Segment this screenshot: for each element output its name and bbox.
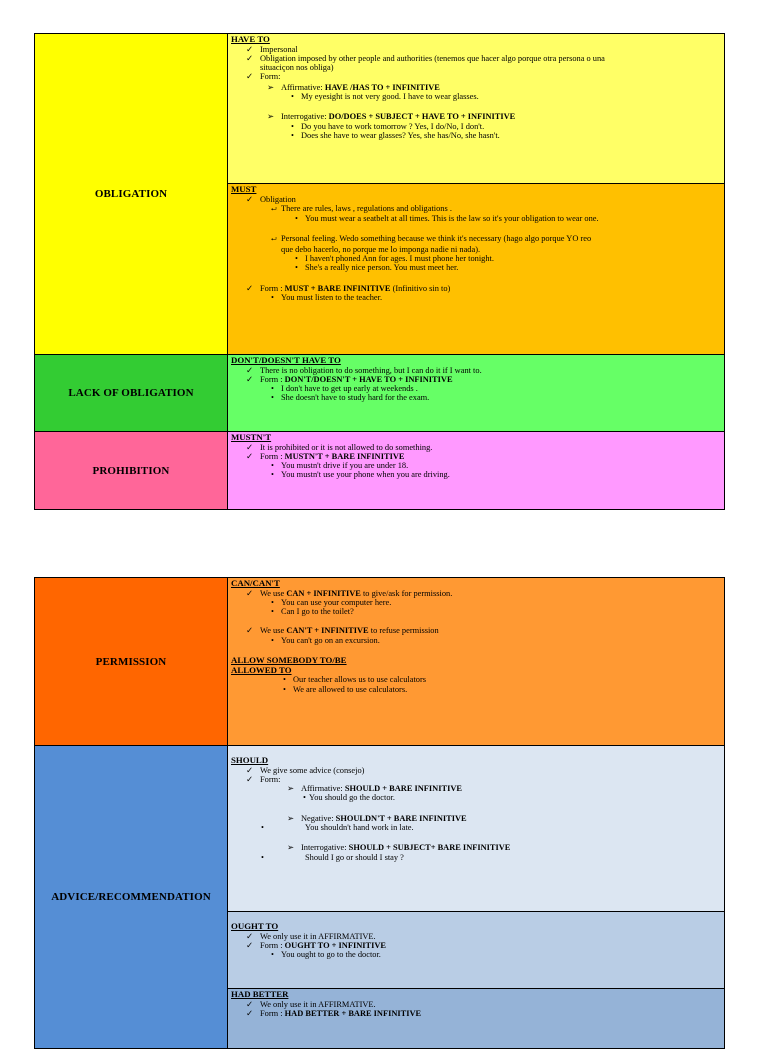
list-item <box>231 853 721 862</box>
item-text: Affirmative: <box>281 82 325 92</box>
list-item <box>231 766 721 775</box>
list-item <box>231 941 721 950</box>
item-text: Form : <box>260 1008 285 1018</box>
prohibition-label-text: PROHIBITION <box>92 464 170 477</box>
form-text: HAVE /HAS TO + INFINITIVE <box>324 82 440 92</box>
form-text: SHOULD + BARE INFINITIVE <box>344 784 462 794</box>
item-text: We only use it in AFFIRMATIVE. <box>260 999 376 1009</box>
had-better-section <box>228 989 725 1049</box>
example-text: You must wear a seatbelt at all times. This is the law so it's your obligation to wear one. <box>305 214 599 224</box>
check-icon <box>246 1009 260 1018</box>
check-icon <box>246 45 260 54</box>
list-item <box>231 775 721 784</box>
list-item <box>231 675 721 684</box>
dot-bullet-icon <box>271 636 281 645</box>
item-text: Negative: <box>301 813 336 823</box>
dot-bullet-icon <box>291 122 301 131</box>
item-text: Personal feeling. Wedo something because we think it's necessary (hago algo porque YO reo <box>281 234 592 244</box>
list-item <box>231 443 721 452</box>
list-item <box>231 1000 721 1009</box>
list-item <box>231 366 721 375</box>
list-item <box>231 626 721 635</box>
item-text: We only use it in AFFIRMATIVE. <box>260 931 376 941</box>
item-text: Interrogative: <box>301 843 349 853</box>
list-item <box>231 636 721 645</box>
example-text: You can use your computer here. <box>281 597 392 607</box>
example-text: I haven't phoned Ann for ages. I must phone her tonight. <box>305 254 494 264</box>
item-text: situaciçon nos obliga) <box>260 63 334 73</box>
obligation-label-text: OBLIGATION <box>94 188 168 200</box>
dot-bullet-icon <box>271 950 281 959</box>
item-text: Form: <box>260 72 281 82</box>
list-item <box>231 452 721 461</box>
dot-bullet-icon <box>271 470 281 479</box>
item-text: Obligation <box>260 194 296 204</box>
list-item <box>231 293 721 302</box>
allow-heading: ALLOW SOMEBODY TO/BE <box>231 655 347 666</box>
check-icon <box>246 1000 260 1009</box>
item-text: Form : <box>260 374 285 384</box>
list-item <box>231 214 721 223</box>
can-heading: CAN/CAN'T <box>231 578 280 588</box>
example-text: Does she have to wear glasses? Yes, she has/No, she hasn't. <box>301 130 500 140</box>
grammar-table-obligation <box>34 33 725 510</box>
dot-bullet-icon <box>295 214 305 223</box>
item-text: to give/ask for permission. <box>360 588 453 598</box>
check-icon <box>246 626 260 635</box>
check-icon <box>246 72 260 81</box>
list-item <box>231 784 721 793</box>
should-section <box>228 746 725 912</box>
item-text: to refuse permission <box>368 626 439 636</box>
lack-of-obligation-section <box>228 355 725 432</box>
form-text: CAN'T + INFINITIVE <box>286 626 369 636</box>
example-text: You can't go on an excursion. <box>281 635 380 645</box>
item-text: Form: <box>260 774 281 784</box>
dot-bullet-icon <box>295 263 305 272</box>
list-item <box>231 72 721 81</box>
item-text: que debo hacerlo, no porque me lo imponga nadie ni nada). <box>281 244 481 254</box>
list-item <box>231 950 721 959</box>
arrow-bullet-icon <box>267 83 281 92</box>
item-text: There is no obligation to do something, but I can do it if I want to. <box>260 365 482 375</box>
example-text: You mustn't drive if you are under 18. <box>281 461 409 471</box>
prohibition-heading: MUSTN'T <box>231 432 272 442</box>
check-icon <box>246 284 260 293</box>
form-text: DON'T/DOESN'T + HAVE TO + INFINITIVE <box>284 374 453 384</box>
check-icon <box>246 366 260 375</box>
example-text: She's a really nice person. You must meet her. <box>305 263 459 273</box>
item-text: We use <box>260 626 287 636</box>
arrow-bullet-icon <box>267 112 281 121</box>
list-item <box>231 932 721 941</box>
must-heading: MUST <box>231 184 257 194</box>
dot-bullet-icon <box>271 607 281 616</box>
obligation-label <box>35 34 228 355</box>
dot-bullet-icon <box>291 131 301 140</box>
list-item <box>231 461 721 470</box>
list-item <box>231 263 721 272</box>
list-item <box>231 284 721 293</box>
advice-label-text: ADVICE/RECOMMENDATION <box>51 891 211 903</box>
item-text: Form : <box>260 283 285 293</box>
list-item <box>231 393 721 402</box>
example-text: Should I go or should I stay ? <box>305 852 404 862</box>
example-text: You mustn't use your phone when you are driving. <box>281 470 450 480</box>
check-icon <box>246 932 260 941</box>
arrow-bullet-icon <box>287 784 301 793</box>
check-icon <box>246 941 260 950</box>
list-item <box>231 470 721 479</box>
item-text: Form : <box>260 940 285 950</box>
example-text: We are allowed to use calculators. <box>293 684 408 694</box>
dot-bullet-icon <box>261 823 305 832</box>
check-icon <box>246 452 260 461</box>
check-icon <box>246 766 260 775</box>
check-icon <box>246 54 260 63</box>
dot-bullet-icon <box>271 384 281 393</box>
advice-label <box>35 746 228 1049</box>
list-item <box>231 814 721 823</box>
item-text: Obligation imposed by other people and authorities (tenemos que hacer algo porque otra persona o una <box>260 53 605 63</box>
check-icon <box>246 375 260 384</box>
list-item <box>231 685 721 694</box>
item-text: Affirmative: <box>301 784 345 794</box>
ought-to-heading: OUGHT TO <box>231 921 279 931</box>
arrow-bullet-icon <box>287 814 301 823</box>
item-text: (Infinitivo sin to) <box>390 283 451 293</box>
item-text: We use <box>260 588 287 598</box>
example-text: She doesn't have to study hard for the exam. <box>281 393 430 403</box>
list-item <box>231 254 721 263</box>
triangle-bullet-icon <box>271 204 281 214</box>
item-text: There are rules, laws , regulations and obligations . <box>281 203 452 213</box>
list-item <box>231 92 721 101</box>
check-icon <box>246 775 260 784</box>
list-item-continued <box>231 63 721 72</box>
check-icon <box>246 443 260 452</box>
form-text: DO/DOES + SUBJECT + HAVE TO + INFINITIVE <box>328 112 516 122</box>
lack-label-text: LACK OF OBLIGATION <box>68 387 194 399</box>
list-item <box>231 843 721 852</box>
dot-bullet-icon <box>283 675 293 684</box>
example-text: You shouldn't hand work in late. <box>305 823 414 833</box>
list-item <box>231 195 721 204</box>
form-text: MUST + BARE INFINITIVE <box>284 283 391 293</box>
permission-label-text: PERMISSION <box>95 655 167 668</box>
should-heading: SHOULD <box>231 755 269 765</box>
lack-heading: DON'T/DOESN'T HAVE TO <box>231 355 341 365</box>
item-text: We give some advice (consejo) <box>260 765 365 775</box>
prohibition-label <box>35 432 228 510</box>
form-text: MUSTN'T + BARE INFINITIVE <box>284 451 405 461</box>
form-text: OUGHT TO + INFINITIVE <box>284 940 387 950</box>
example-text: My eyesight is not very good. I have to wear glasses. <box>301 92 479 102</box>
list-item <box>231 1009 721 1018</box>
list-item <box>231 598 721 607</box>
list-item <box>231 384 721 393</box>
dot-bullet-icon <box>295 254 305 263</box>
list-item <box>231 234 721 244</box>
check-icon <box>246 589 260 598</box>
dot-bullet-icon <box>261 853 305 862</box>
list-item <box>231 823 721 832</box>
permission-label <box>35 578 228 746</box>
item-text: Interrogative: <box>281 112 329 122</box>
allowed-to-heading: ALLOWED TO <box>231 664 292 675</box>
must-section <box>228 184 725 355</box>
list-item <box>231 204 721 214</box>
lack-of-obligation-label <box>35 355 228 432</box>
example-text: You ought to go to the doctor. <box>281 950 381 960</box>
list-item <box>231 793 721 802</box>
form-text: CAN + INFINITIVE <box>286 588 361 598</box>
example-text: You must listen to the teacher. <box>281 292 383 302</box>
list-item <box>231 131 721 140</box>
check-icon <box>246 195 260 204</box>
arrow-bullet-icon <box>287 843 301 852</box>
list-item <box>231 589 721 598</box>
triangle-bullet-icon <box>271 234 281 244</box>
have-to-section <box>228 34 725 184</box>
list-item-continued <box>231 245 721 254</box>
permission-section <box>228 578 725 746</box>
item-text: Impersonal <box>260 44 298 54</box>
item-text: It is prohibited or it is not allowed to do something. <box>260 442 433 452</box>
dot-bullet-icon <box>271 393 281 402</box>
dot-bullet-icon <box>291 92 301 101</box>
form-text: HAD BETTER + BARE INFINITIVE <box>284 1008 422 1018</box>
list-item <box>231 83 721 92</box>
list-item <box>231 375 721 384</box>
dot-bullet-icon <box>283 685 293 694</box>
example-text: Can I go to the toilet? <box>281 607 354 617</box>
ought-to-section <box>228 912 725 989</box>
dot-bullet-icon <box>271 293 281 302</box>
example-text: Our teacher allows us to use calculators <box>293 675 427 685</box>
form-text: SHOULD + SUBJECT+ BARE INFINITIVE <box>348 843 511 853</box>
list-item <box>231 54 721 63</box>
dot-bullet-icon <box>271 598 281 607</box>
item-text: Form : <box>260 451 285 461</box>
have-to-heading: HAVE TO <box>231 34 270 44</box>
example-text: I don't have to get up early at weekends . <box>281 384 418 394</box>
example-text: You should go the doctor. <box>309 793 395 803</box>
dot-bullet-icon <box>271 461 281 470</box>
list-item <box>231 45 721 54</box>
had-better-heading: HAD BETTER <box>231 989 289 999</box>
list-item <box>231 122 721 131</box>
form-text: SHOULDN'T + BARE INFINITIVE <box>335 813 467 823</box>
prohibition-section <box>228 432 725 510</box>
list-item <box>231 112 721 121</box>
grammar-table-permission-advice <box>34 577 725 1049</box>
example-text: Do you have to work tomorrow ? Yes, I do/No, I don't. <box>301 121 485 131</box>
list-item <box>231 607 721 616</box>
